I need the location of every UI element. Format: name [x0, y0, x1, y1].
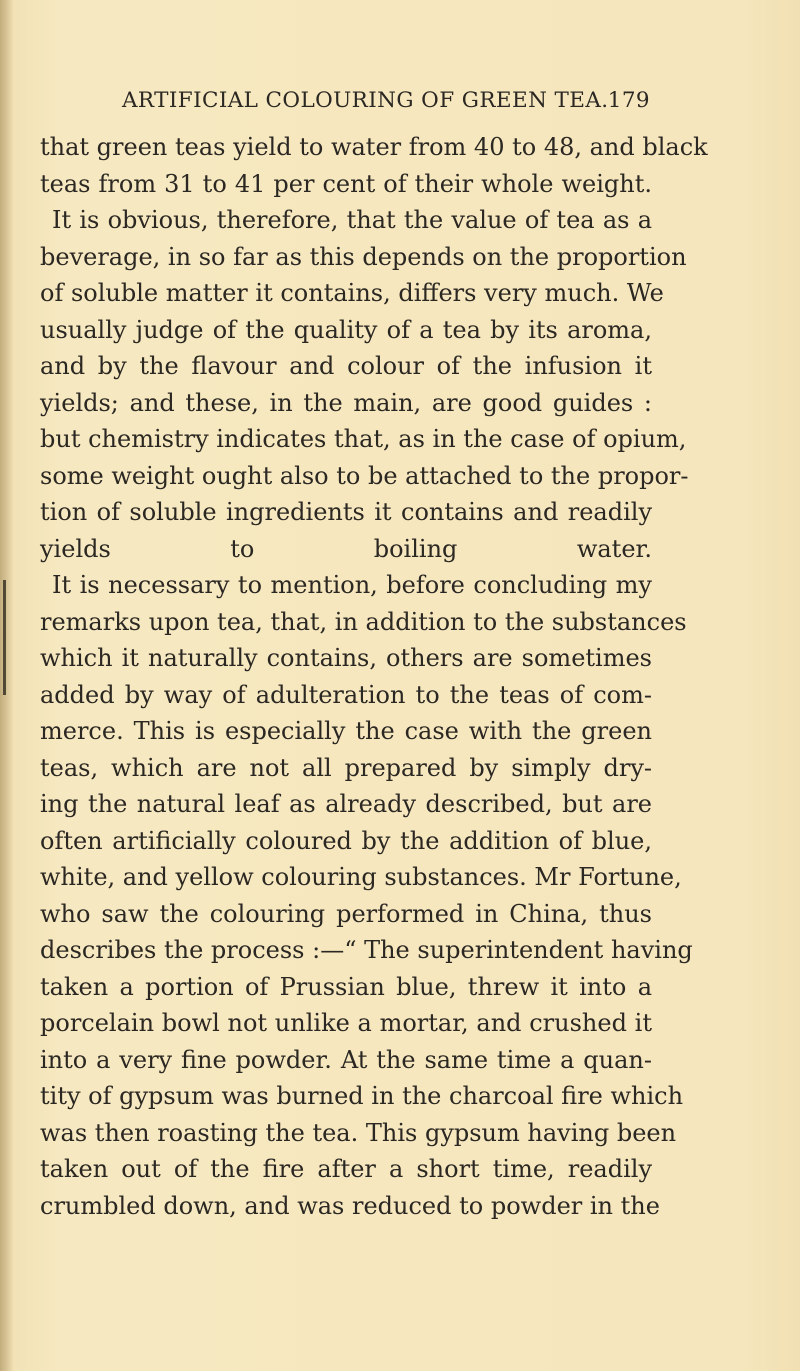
text-line: ing the natural leaf as already described, but are — [40, 790, 652, 818]
text-line: beverage, in so far as this depends on the proportion — [40, 242, 687, 271]
text-line: porcelain bowl not unlike a mortar, and crushed it — [40, 1009, 652, 1037]
text-line: It is obvious, therefore, that the value of tea as a — [52, 206, 652, 234]
body-text — [40, 129, 708, 1224]
page-number: 179 — [607, 88, 650, 113]
text-line: which it naturally contains, others are sometimes — [40, 644, 652, 672]
text-line: taken out of the fire after a short time, readily — [40, 1155, 652, 1183]
text-line: some weight ought also to be attached to the propor- — [40, 461, 689, 490]
text-line: white, and yellow colouring substances. Mr Fortune, — [40, 863, 682, 891]
text-line: who saw the colouring performed in China, thus — [40, 899, 652, 928]
text-line: tity of gypsum was burned in the charcoal fire which — [40, 1082, 684, 1110]
text-line: often artificially coloured by the addition of blue, — [40, 826, 652, 855]
text-line: yields to boiling water. — [40, 534, 652, 563]
text-line: that green teas yield to water from 40 to 48, and black — [40, 133, 708, 161]
text-line: teas, which are not all prepared by simply dry- — [40, 753, 652, 782]
text-line: of soluble matter it contains, differs very much. We — [40, 279, 664, 307]
text-line: tion of soluble ingredients it contains and readily — [40, 498, 652, 526]
text-line: added by way of adulteration to the teas of com- — [40, 680, 652, 709]
text-line: but chemistry indicates that, as in the case of opium, — [40, 425, 687, 453]
page-edge-mark — [3, 580, 6, 695]
page-header — [122, 88, 650, 118]
text-line: taken a portion of Prussian blue, threw it into a — [40, 972, 652, 1001]
text-line: teas from 31 to 41 per cent of their whole weight. — [40, 169, 652, 198]
text-line: was then roasting the tea. This gypsum having been — [40, 1118, 677, 1147]
text-line: remarks upon tea, that, in addition to the substances — [40, 607, 687, 636]
text-line: yields; and these, in the main, are good guides : — [40, 388, 652, 417]
running-title: ARTIFICIAL COLOURING OF GREEN TEA. — [122, 88, 609, 113]
text-line: describes the process :—“ The superintendent having — [40, 936, 693, 964]
text-line: It is necessary to mention, before concluding my — [52, 571, 652, 599]
text-line: and by the flavour and colour of the infusion it — [40, 352, 652, 380]
text-line: into a very fine powder. At the same time a quan- — [40, 1045, 652, 1074]
text-line: crumbled down, and was reduced to powder in the — [40, 1191, 660, 1220]
text-line: merce. This is especially the case with the green — [40, 717, 652, 745]
text-line: usually judge of the quality of a tea by its aroma, — [40, 315, 652, 344]
